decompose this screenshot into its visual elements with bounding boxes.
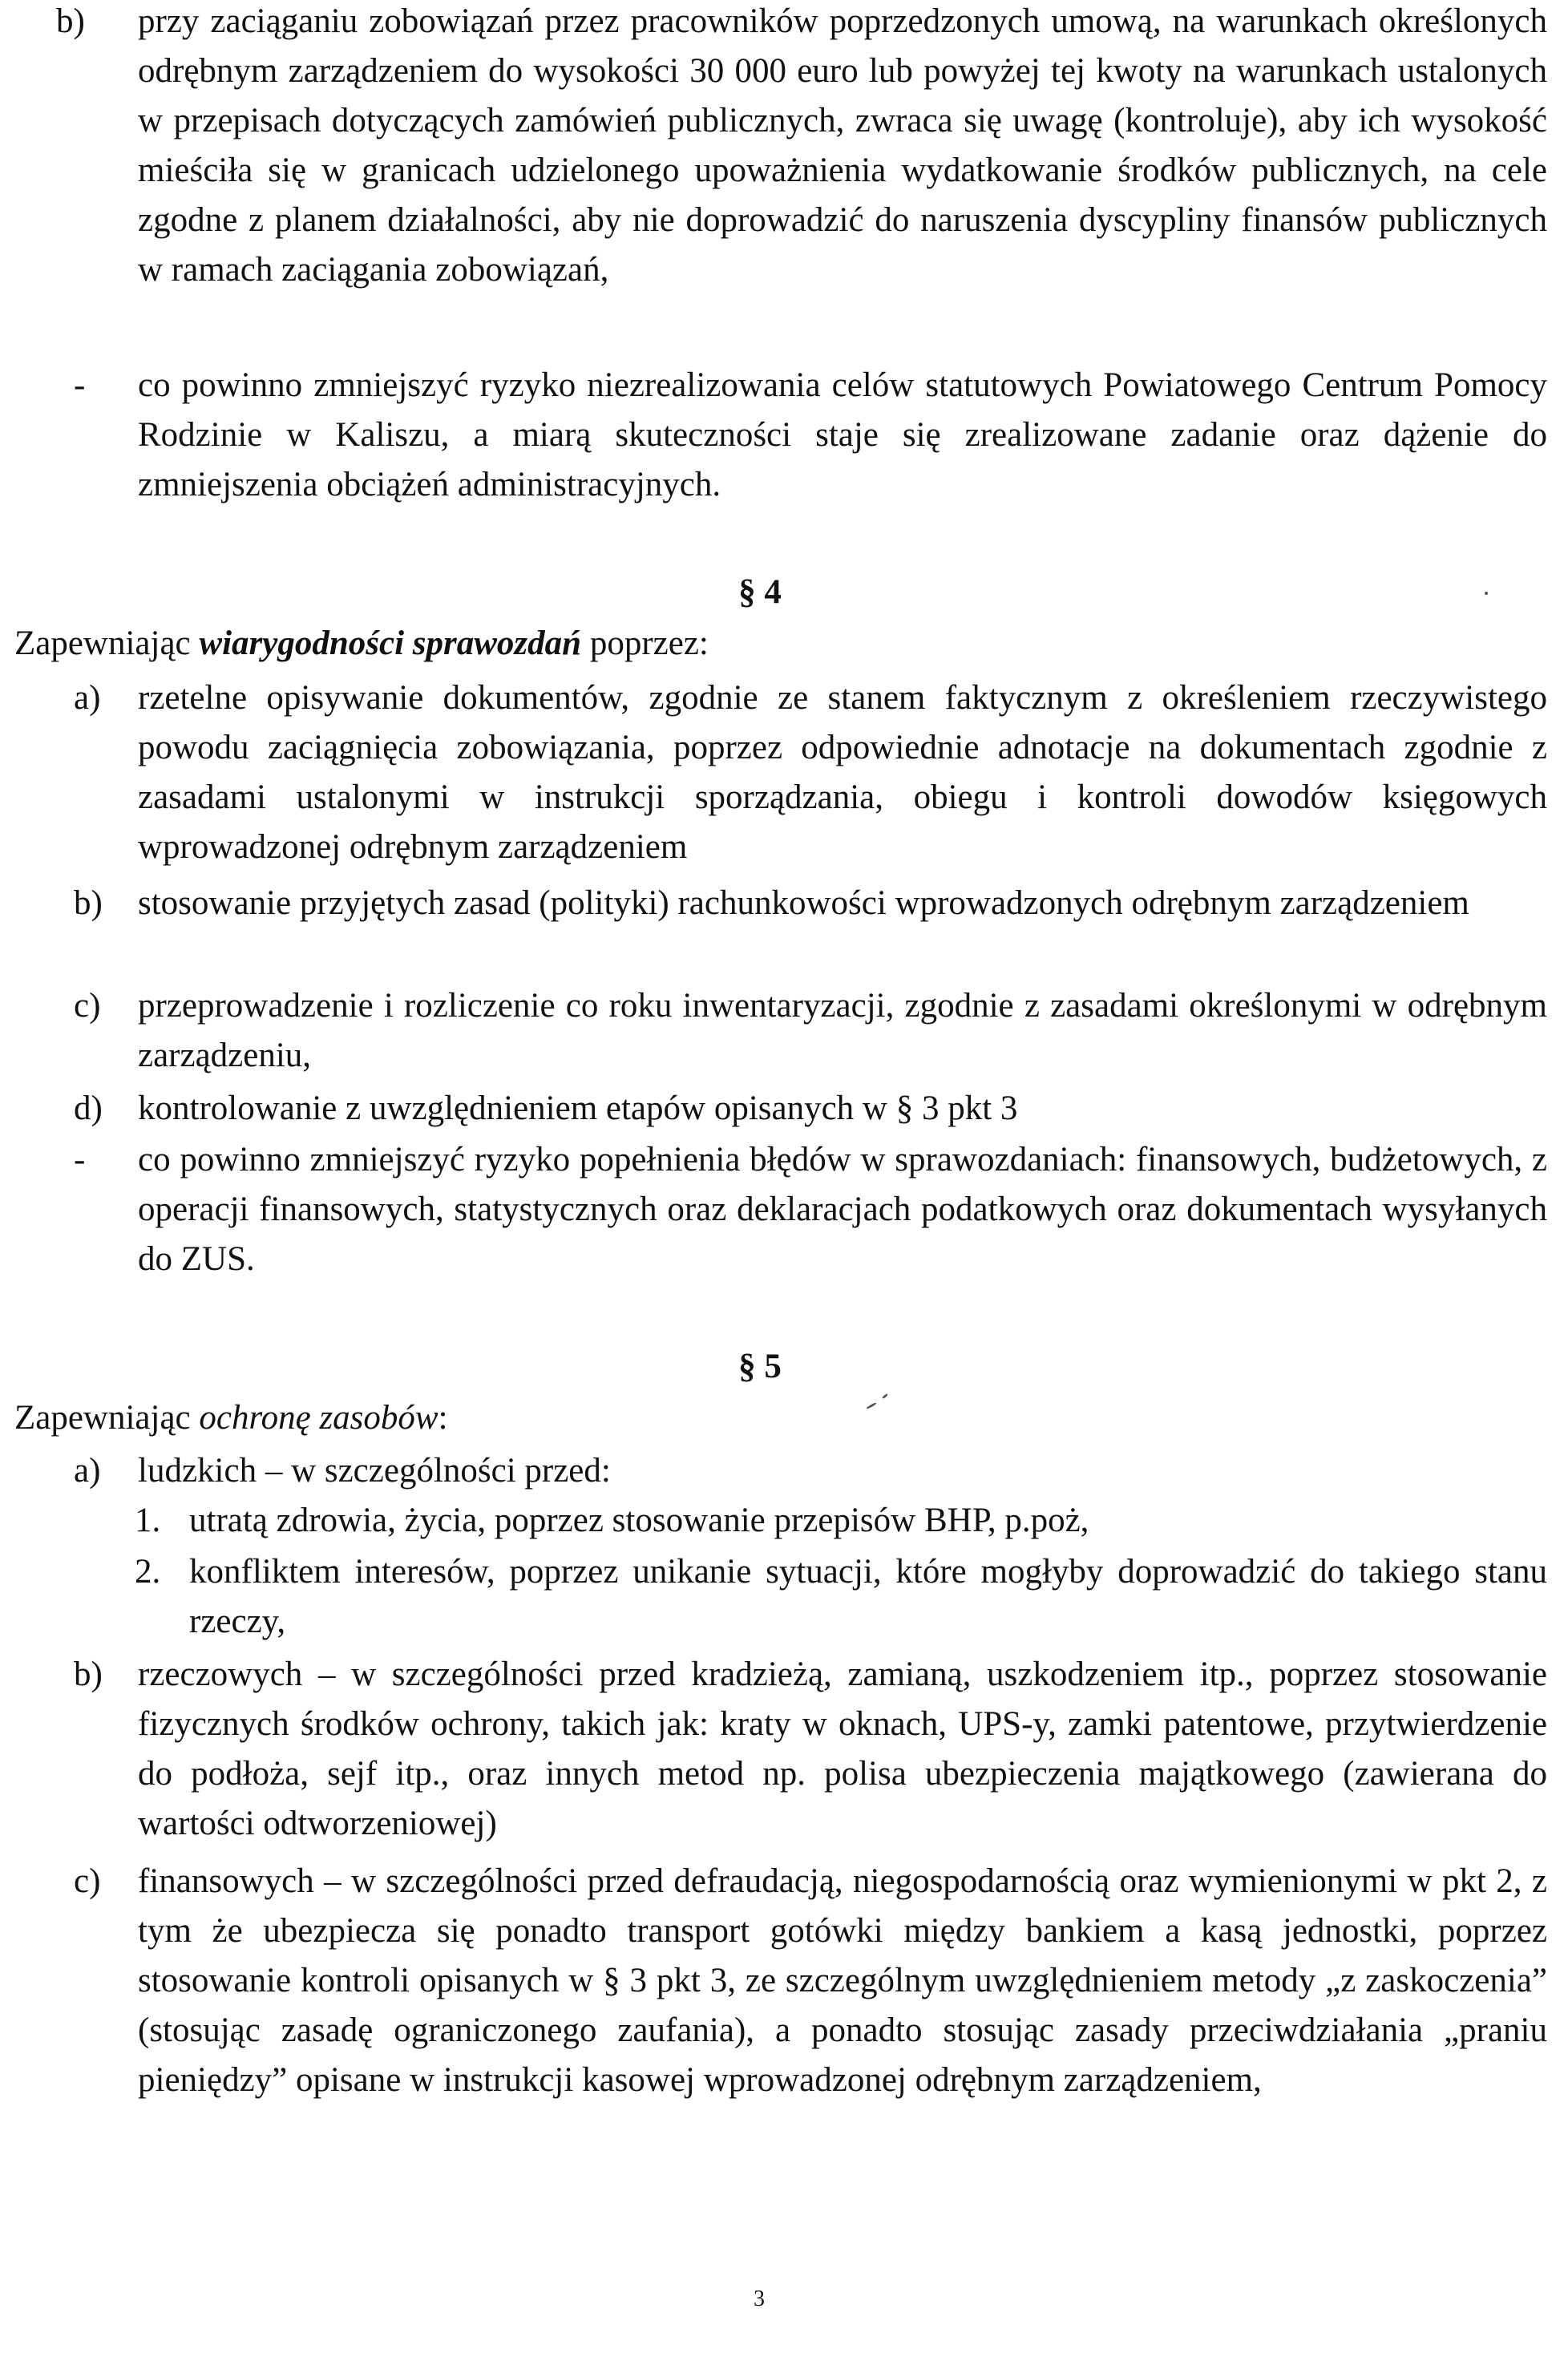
item-marker-d: d) [74,1090,103,1127]
section4-intro-emphasis: wiarygodności sprawozdań [199,625,582,662]
dash-marker: - [74,366,86,404]
section5-item-c: finansowych – w szczególności przed defraudacją, niegospodarnością oraz wymienionymi w pkt 2, z tym że ubezpiecza się ponadto transport gotówki między bankiem a kasą jednostki, poprzez stosowanie kontroli opisanych w § 3 pkt 3, ze szczególnym uwzględnieniem metody „z zaskoczenia” (stosując zasadę ograniczonego zaufania), a ponadto stosując zasady przeciwdziałania „praniu pieniędzy” opisane w instrukcji kasowej wprowadzonej odrębnym zarządzeniem, [138,1862,1547,2099]
item-marker-c: c) [74,1862,101,1900]
item-marker-c: c) [74,987,101,1025]
sub-item-marker-1: 1. [135,1502,161,1539]
section3-dash-item: co powinno zmniejszyć ryzyko niezrealizowania celów statutowych Powiatowego Centrum Pomocy Rodzinie w Kaliszu, a miarą skuteczności staje się zrealizowane zadanie oraz dążenie do zmniejszenia obciążeń administracyjnych. [138,366,1547,503]
section4-item-d: kontrolowanie z uwzględnieniem etapów opisanych w § 3 pkt 3 [138,1090,1018,1127]
page-number: 3 [754,2286,765,2311]
section4-item-a: rzetelne opisywanie dokumentów, zgodnie ze stanem faktycznym z określeniem rzeczywistego powodu zaciągnięcia zobowiązania, poprzez odpowiednie adnotacje na dokumentach zgodnie z zasadami ustalonymi w instrukcji sporządzania, obiegu i kontroli dowodów księgowych wprowadzonej odrębnym zarządzeniem [138,679,1547,866]
item-marker-b: b) [74,1656,103,1693]
section5-item-b: rzeczowych – w szczególności przed kradzieżą, zamianą, uszkodzeniem itp., poprzez stosowanie fizycznych środków ochrony, takich jak: kraty w oknach, UPS-y, zamki patentowe, przytwierdzenie do podłoża, sejf itp., oraz innych metod np. polisa ubezpieczenia majątkowego (zawierana do wartości odtworzeniowej) [138,1656,1547,1842]
item-marker-b: b) [74,884,103,922]
scan-speck [882,1393,888,1399]
section4-intro: Zapewniając wiarygodności sprawozdań poprzez: [14,625,709,662]
section5-intro: Zapewniając ochronę zasobów: [14,1399,448,1437]
section5-intro-emphasis: ochronę zasobów [199,1399,438,1437]
item-marker-a: a) [74,679,101,717]
section5-sub-item-1: utratą zdrowia, życia, poprzez stosowanie przepisów BHP, p.poż, [189,1502,1089,1539]
section4-heading: § 4 [738,573,782,611]
section3-item-b: przy zaciąganiu zobowiązań przez pracowników poprzedzonych umową, na warunkach określonych odrębnym zarządzeniem do wysokości 30 000 euro lub powyżej tej kwoty na warunkach ustalonych w przepisach dotyczących zamówień publicznych, zwraca się uwagę (kontroluje), aby ich wysokość mieściła się w granicach udzielonego upoważnienia wydatkowanie środków publicznych, na cele zgodne z planem działalności, aby nie doprowadzić do naruszenia dyscypliny finansów publicznych w ramach zaciągania zobowiązań, [138,2,1547,289]
item-marker-b: b) [56,2,85,40]
section4-item-b: stosowanie przyjętych zasad (polityki) rachunkowości wprowadzonych odrębnym zarządzeniem [138,884,1469,922]
section4-dash-item: co powinno zmniejszyć ryzyko popełnienia błędów w sprawozdaniach: finansowych, budżetowych, z operacji finansowych, statystycznych oraz deklaracjach podatkowych oraz dokumentach wysyłanych do ZUS. [138,1141,1547,1278]
section5-item-a: ludzkich – w szczególności przed: [138,1452,611,1490]
section5-sub-item-2: konfliktem interesów, poprzez unikanie sytuacji, które mogłyby doprowadzić do takiego stanu rzeczy, [189,1553,1547,1640]
scan-speck [1485,592,1488,595]
item-marker-a: a) [74,1452,101,1490]
section4-item-c: przeprowadzenie i rozliczenie co roku inwentaryzacji, zgodnie z zasadami określonymi w odrębnym zarządzeniu, [138,987,1547,1074]
sub-item-marker-2: 2. [135,1553,161,1591]
dash-marker: - [74,1141,86,1178]
section5-heading: § 5 [738,1348,782,1385]
scan-speck [866,1402,877,1410]
